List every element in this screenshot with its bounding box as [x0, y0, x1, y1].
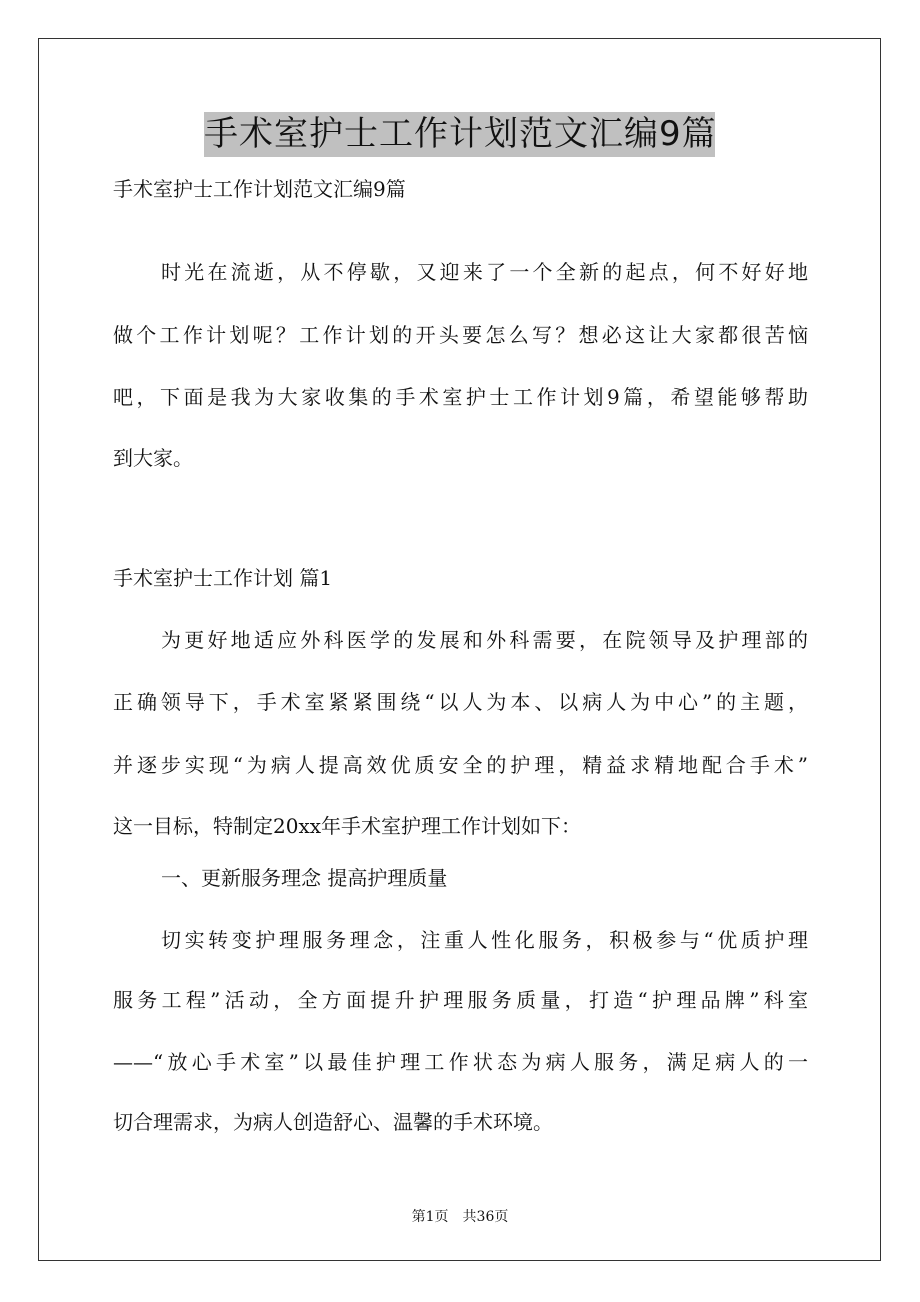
subtitle: 手术室护士工作计划范文汇编9篇 [113, 177, 406, 201]
para2-line: 切合理需求，为病人创造舒心、温馨的手术环境。 [113, 1110, 553, 1134]
para1-line: 并逐步实现“为病人提高效优质安全的护理，精益求精地配合手术” [113, 753, 808, 777]
para2-line: 切实转变护理服务理念，注重人性化服务，积极参与“优质护理 [161, 928, 808, 952]
intro-line: 时光在流逝，从不停歇，又迎来了一个全新的起点，何不好好地 [161, 260, 808, 284]
para1-line: 正确领导下，手术室紧紧围绕“以人为本、以病人为中心”的主题， [113, 690, 808, 714]
intro-line: 吧，下面是我为大家收集的手术室护士工作计划9篇，希望能够帮助 [113, 385, 808, 409]
intro-line: 做个工作计划呢？工作计划的开头要怎么写？想必这让大家都很苦恼 [113, 323, 808, 347]
para2-line: 服务工程”活动，全方面提升护理服务质量，打造“护理品牌”科室 [113, 988, 808, 1012]
para2-line: ——“放心手术室”以最佳护理工作状态为病人服务，满足病人的一 [113, 1050, 808, 1074]
page-footer: 第1页 共36页 [411, 1209, 509, 1225]
para1-line: 这一目标，特制定20xx年手术室护理工作计划如下： [113, 814, 582, 838]
subheading: 一、更新服务理念 提高护理质量 [161, 866, 448, 890]
para1-line: 为更好地适应外科医学的发展和外科需要，在院领导及护理部的 [161, 628, 808, 652]
intro-line: 到大家。 [113, 446, 193, 470]
document-title: 手术室护士工作计划范文汇编9篇 [204, 112, 715, 157]
section-heading: 手术室护士工作计划 篇1 [113, 566, 333, 590]
